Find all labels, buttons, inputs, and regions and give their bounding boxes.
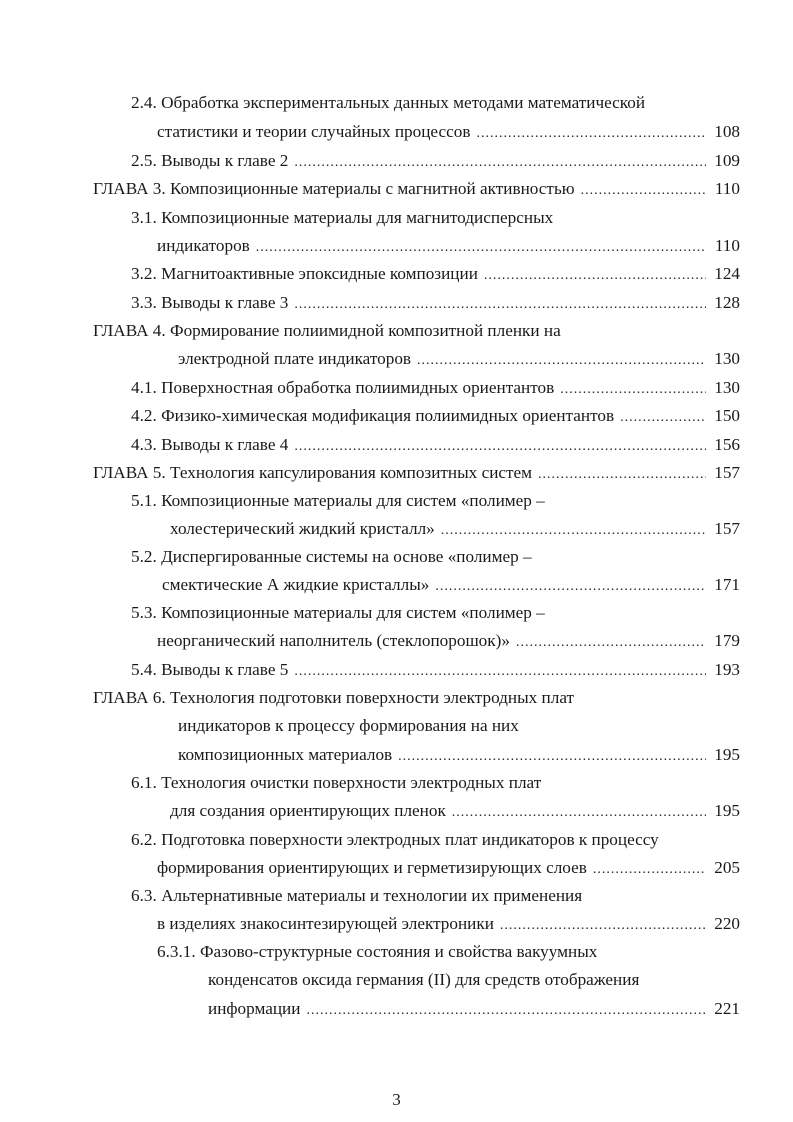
toc-entry-5-1[interactable]	[170, 515, 740, 543]
leader-dots	[620, 404, 706, 430]
toc-entry-5-2[interactable]	[162, 571, 740, 599]
toc-entry-5-2-line1: 5.2. Диспергированные системы на основе «полимер –	[131, 547, 532, 566]
toc-entry-title: 4.1. Поверхностная обработка полиимидных ориентантов	[131, 378, 555, 397]
leader-dots	[306, 997, 706, 1023]
toc-entry-3-1[interactable]	[157, 232, 740, 260]
toc-page-number: 157	[714, 519, 740, 538]
toc-chapter-4[interactable]	[178, 345, 740, 373]
toc-entry-title: в изделиях знакосинтезирующей электроники	[157, 914, 494, 933]
toc-page-number: 110	[714, 179, 740, 198]
toc-entry-4-1[interactable]	[131, 374, 740, 402]
toc-chapter-3[interactable]	[93, 175, 740, 203]
toc-chapter-6-line1: ГЛАВА 6. Технология подготовки поверхности электродных плат	[93, 688, 575, 707]
toc-page-number: 128	[714, 293, 740, 312]
toc-entry-title: неорганический наполнитель (стеклопорошок)»	[157, 631, 510, 650]
page-number: 3	[392, 1090, 401, 1109]
toc-entry-title: смектические А жидкие кристаллы»	[162, 575, 430, 594]
leader-dots	[452, 799, 706, 825]
toc-page-number: 130	[714, 378, 740, 397]
toc-entry-title: информации	[208, 999, 301, 1018]
toc-entry-3-1-line1: 3.1. Композиционные материалы для магнитодисперсных	[131, 208, 554, 227]
leader-dots	[560, 376, 706, 402]
leader-dots	[294, 658, 706, 684]
toc-entry-6-1-line1: 6.1. Технология очистки поверхности электродных плат	[131, 773, 542, 792]
toc-entry-4-2[interactable]	[131, 402, 740, 430]
leader-dots	[435, 573, 706, 599]
toc-entry-2-4-line1: 2.4. Обработка экспериментальных данных методами математической	[131, 93, 646, 112]
toc-page-number: 108	[714, 122, 740, 141]
toc-entry-5-3[interactable]	[157, 627, 740, 655]
leader-dots	[294, 433, 706, 459]
toc-entry-title: 4.3. Выводы к главе 4	[131, 435, 289, 454]
toc-page-number: 195	[714, 745, 740, 764]
toc-entry-6-3-1[interactable]	[208, 995, 740, 1023]
leader-dots	[593, 856, 706, 882]
toc-entry-5-4[interactable]	[131, 656, 740, 684]
toc-page-number: 171	[714, 575, 740, 594]
toc-entry-title: ГЛАВА 3. Композиционные материалы с магнитной активностью	[93, 179, 575, 198]
leader-dots	[484, 262, 706, 288]
toc-page-number: 195	[714, 801, 740, 820]
leader-dots	[581, 177, 706, 203]
leader-dots	[500, 912, 706, 938]
leader-dots	[294, 291, 706, 317]
toc-chapter-6[interactable]	[178, 741, 740, 769]
toc-page-number: 156	[714, 435, 740, 454]
toc-entry-6-3-line1: 6.3. Альтернативные материалы и технологии их применения	[131, 886, 583, 905]
toc-entry-3-3[interactable]	[131, 289, 740, 317]
toc-entry-3-2[interactable]	[131, 260, 740, 288]
toc-page-number: 110	[714, 236, 740, 255]
toc-entry-title: 3.2. Магнитоактивные эпоксидные композиции	[131, 264, 478, 283]
toc-entry-6-3-1-line2: конденсатов оксида германия (II) для средств отображения	[208, 970, 640, 989]
leader-dots	[256, 234, 706, 260]
toc-entry-5-1-line1: 5.1. Композиционные материалы для систем «полимер –	[131, 491, 545, 510]
toc-chapter-4-line1: ГЛАВА 4. Формирование полиимидной композитной пленки на	[93, 321, 561, 340]
toc-page-number: 205	[714, 858, 740, 877]
leader-dots	[516, 629, 706, 655]
leader-dots	[294, 149, 706, 175]
toc-entry-6-2[interactable]	[157, 854, 740, 882]
toc-entry-title: формирования ориентирующих и герметизирующих слоев	[157, 858, 587, 877]
toc-page-number: 150	[714, 406, 740, 425]
toc-entry-6-2-line1: 6.2. Подготовка поверхности электродных плат индикаторов к процессу	[131, 830, 659, 849]
toc-entry-6-1[interactable]	[170, 797, 740, 825]
leader-dots	[441, 517, 706, 543]
leader-dots	[417, 347, 706, 373]
toc-page-number: 193	[714, 660, 740, 679]
toc-page-number: 157	[714, 463, 740, 482]
toc-entry-title: 5.4. Выводы к главе 5	[131, 660, 289, 679]
toc-entry-5-3-line1: 5.3. Композиционные материалы для систем «полимер –	[131, 603, 545, 622]
toc-page-number: 221	[714, 999, 740, 1018]
toc-page-number: 130	[714, 349, 740, 368]
toc-entry-title: 3.3. Выводы к главе 3	[131, 293, 289, 312]
toc-entry-title: 4.2. Физико-химическая модификация полиимидных ориентантов	[131, 406, 615, 425]
leader-dots	[538, 461, 706, 487]
toc-entry-title: ГЛАВА 5. Технология капсулирования композитных систем	[93, 463, 533, 482]
toc-entry-2-5[interactable]	[131, 147, 740, 175]
toc-page-number: 124	[714, 264, 740, 283]
toc-chapter-5[interactable]	[93, 459, 740, 487]
leader-dots	[398, 743, 706, 769]
toc-entry-title: индикаторов	[157, 236, 250, 255]
toc-entry-6-3-1-line1: 6.3.1. Фазово-структурные состояния и свойства вакуумных	[157, 942, 598, 961]
leader-dots	[476, 120, 706, 146]
toc-entry-title: 2.5. Выводы к главе 2	[131, 151, 289, 170]
toc-entry-title: электродной плате индикаторов	[178, 349, 412, 368]
toc-entry-title: статистики и теории случайных процессов	[157, 122, 471, 141]
toc-chapter-6-line2: индикаторов к процессу формирования на них	[178, 716, 519, 735]
toc-entry-title: холестерический жидкий кристалл»	[170, 519, 435, 538]
toc-page-number: 109	[714, 151, 740, 170]
toc-page-number: 220	[714, 914, 740, 933]
toc-page-number: 179	[714, 631, 740, 650]
toc-entry-6-3[interactable]	[157, 910, 740, 938]
toc-entry-title: для создания ориентирующих пленок	[170, 801, 446, 820]
toc-entry-title: композиционных материалов	[178, 745, 393, 764]
toc-entry-2-4[interactable]	[157, 118, 740, 146]
toc-entry-4-3[interactable]	[131, 431, 740, 459]
